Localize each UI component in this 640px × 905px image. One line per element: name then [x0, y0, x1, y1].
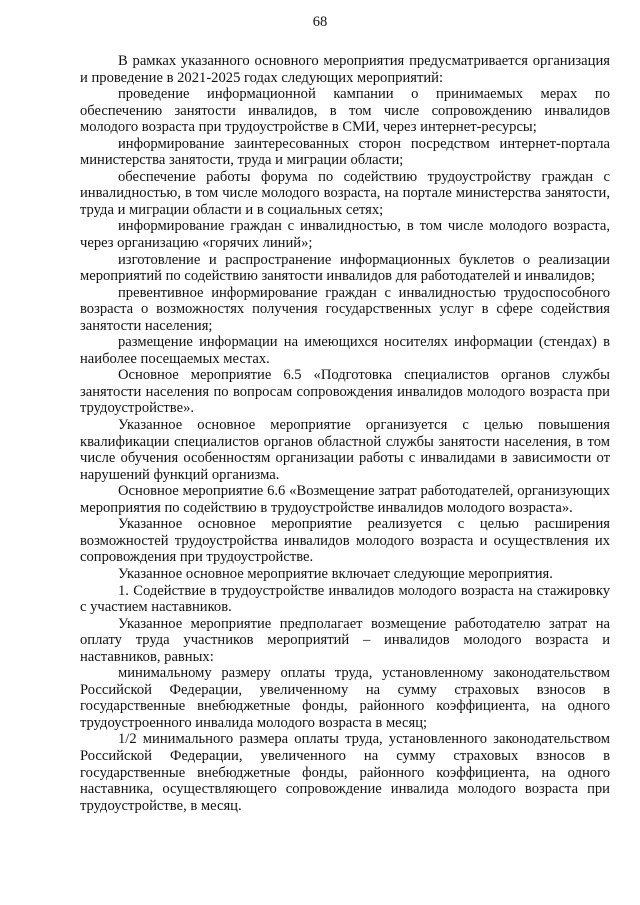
paragraph: минимальному размеру оплаты труда, установленному законодательством Российской Федерации, увеличенному на сумму страховых взносов в государственные внебюджетные фонды, районного коэффициента, на одного трудоустроенного инвалида молодого возраста в месяц; [80, 665, 610, 731]
paragraph: информирование заинтересованных сторон посредством интернет-портала министерства занятости, труда и миграции области; [80, 135, 610, 169]
paragraph: Указанное основное мероприятие реализуется с целью расширения возможностей трудоустройства инвалидов молодого возраста и осуществления их сопровождения при трудоустройстве. [80, 516, 610, 566]
paragraph: Основное мероприятие 6.5 «Подготовка специалистов органов службы занятости населения по вопросам сопровождения инвалидов молодого возраста при трудоустройстве». [80, 367, 610, 417]
paragraph: Основное мероприятие 6.6 «Возмещение затрат работодателей, организующих мероприятия по содействию в трудоустройстве инвалидов молодого возраста». [80, 483, 610, 516]
paragraph: размещение информации на имеющихся носителях информации (стендах) в наиболее посещаемых местах. [80, 334, 610, 367]
paragraph: информирование граждан с инвалидностью, в том числе молодого возраста, через организацию «горячих линий»; [80, 218, 610, 252]
paragraph: обеспечение работы форума по содействию трудоустройству граждан с инвалидностью, в том числе молодого возраста, на портале министерства занятости, труда и миграции области и в социальных сетях; [80, 168, 610, 218]
paragraph: Указанное основное мероприятие организуется с целью повышения квалификации специалистов органов областной службы занятости населения, в том числе обучения особенностям организации работы с инвалидами в зависимости от нарушений функций организма. [80, 417, 610, 483]
paragraph: изготовление и распространение информационных буклетов о реализации мероприятий по содействию занятости инвалидов для работодателей и инвалидов; [80, 251, 610, 285]
page-number: 68 [312, 14, 328, 30]
paragraph: Указанное основное мероприятие включает следующие мероприятия. [118, 565, 553, 582]
paragraph: превентивное информирование граждан с инвалидностью трудоспособного возраста о возможностях получения государственных услуг в сфере содействия занятости населения; [80, 284, 610, 334]
paragraph: 1/2 минимального размера оплаты труда, установленного законодательством Российской Федерации, увеличенного на сумму страховых взносов в государственные внебюджетные фонды, районного коэффициента, на одного наставника, осуществляющего сопровождение инвалида молодого возраста при трудоустройстве, в месяц. [80, 731, 610, 814]
paragraph: Указанное мероприятие предполагает возмещение работодателю затрат на оплату труда участников мероприятий – инвалидов молодого возраста и наставников, равных: [80, 615, 610, 665]
paragraph: проведение информационной кампании о принимаемых мерах по обеспечению занятости инвалидов, в том числе сопровождению инвалидов молодого возраста при трудоустройстве в СМИ, через интернет-ресурсы; [80, 86, 610, 136]
paragraph: 1. Содействие в трудоустройстве инвалидов молодого возраста на стажировку с участием наставников. [80, 582, 610, 616]
paragraph: В рамках указанного основного мероприятия предусматривается организация и проведение в 2021-2025 годах следующих мероприятий: [80, 53, 610, 86]
document-body [80, 53, 610, 814]
